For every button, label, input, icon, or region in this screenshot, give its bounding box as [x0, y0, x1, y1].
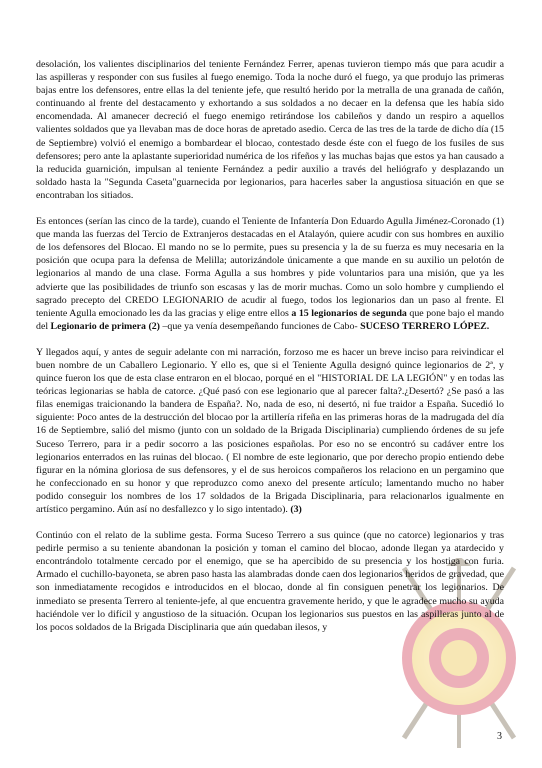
text-run: Continúo con el relato de la sublime gesta. Forma Suceso Terrero a sus quince (que no catorce) legionarios y tras pedirle permiso a su teniente abandonan la posición y toman el camino del blocao, adonde llegan ya atardecido y encontrándolo totalmente cercado por el enemigo, que se ha apercibido de su presencia y los hostiga con furia. Armado el cuchillo-bayoneta, se abren paso hasta las alambradas donde caen dos legionarios heridos de gravedad, que son inmediatamente recogidos e introducidos en el blocao, donde al fin consiguen penetrar los legionarios. De inmediato se presenta Terrero al teniente-jefe, al que encuentra gravemente herido, y que le agradece mucho su ayuda haciéndole ver lo difícil y angustioso de la situación. Ocupan los legionarios sus puestos en las aspilleras junto al de los pocos soldados de la Brigada Disciplinaria que aún quedaban ilesos, y — [36, 530, 504, 633]
bold-text: a 15 legionarios de segunda — [291, 307, 407, 319]
page-number: 3 — [497, 731, 502, 742]
document-body — [36, 58, 504, 647]
paragraph — [36, 215, 504, 333]
paragraph — [36, 346, 504, 516]
text-run: que pone bajo el mando del — [36, 307, 504, 332]
text-run: desolación, los valientes disciplinarios del teniente Fernández Ferrer, apenas tuvieron tiempo más que para acudir a las aspilleras y responder con sus fusiles al fuego enemigo. Toda la noche duró el fuego, ya que produjo las primeras bajas entre los defensores, entre ellas la del teniente jefe, que resultó herido por la metralla de una granada de cañón, continuando al frente del destacamento y exhortando a sus soldados a no decaer en la defensa que les había sido encomendada. Al amanecer decreció el fuego enemigo retirándose los cabileños y dando un respiro a aquellos valientes soldados que ya llevaban mas de doce horas de apretado asedio. Cerca de las tres de la tarde de dicho día (15 de Septiembre) volvió el enemigo a bombardear el blocao, contestado desde éste con el fuego de los fusiles de sus defensores; pero ante la aplastante superioridad numérica de los rifeños y las muchas bajas que estos ya han causado a la reducida guarnición, impulsan al teniente Fernández a pedir auxilio a través del heliógrafo y desplazando un soldado hasta la "Segunda Caseta"guarnecida por legionarios, para hacerles saber la angustiosa situación en que se encontraban los sitiados. — [36, 59, 504, 201]
bold-text: (3) — [290, 504, 302, 515]
paragraph — [36, 58, 504, 202]
bold-text: SUCESO TERRERO LÓPEZ. — [360, 320, 490, 332]
text-run: Es entonces (serían las cinco de la tarde), cuando el Teniente de Infantería Don Eduardo Agulla Jiménez-Coronado (1) que manda las fuerzas del Tercio de Extranjeros destacadas en el Atalayón, quiere acudir con sus hombres en auxilio de los defensores del Blocao. El mando no se lo permite, pues su presencia y la de su fuerza es muy necesaria en la posición que ocupa para la defensa de Melilla; autorizándole únicamente a que mande en su auxilio un pelotón de legionarios al mando de una clase. Forma Agulla a sus hombres y pide voluntarios para una misión, que ya les advierte que las posibilidades de triunfo son escasas y las de morir muchas. Como un solo hombre y cumpliendo el sagrado precepto del CREDO LEGIONARIO de acudir al fuego, todos los legionarios dan un paso al frente. El teniente Agulla emocionado les da las gracias y elige entre ellos — [36, 216, 504, 319]
text-run: Y llegados aquí, y antes de seguir adelante con mi narración, forzoso me es hacer un breve inciso para reivindicar el buen nombre de un Caballero Legionario. Y ello es, que si el Teniente Agulla designó quince legionarios de 2ª, y quince fueron los que de esta clase entraron en el blocao, porqué en el "HISTORIAL DE LA LEGIÓN" y en todas las teóricas legionarias se habla de catorce. ¿Qué pasó con ese legionario que al parecer falta?.¿Desertó? ¿Se pasó a las filas enemigas traicionando la bandera de España?. No, nada de eso, ni desertó, ni fue traidor a España. Sucedió lo siguiente: Poco antes de la destrucción del blocao por la artillería rifeña en las primeras horas de la madrugada del día 16 de Septiembre, salió del mismo (junto con un soldado de la Brigada Disciplinaria) cumpliendo órdenes de su jefe Suceso Terrero, para ir a pedir socorro a las posiciones españolas. Por eso no se encontró su cadáver entre los legionarios enterrados en las ruinas del blocao. ( El nombre de este legionario, que por derecho propio entiendo debe figurar en la nómina gloriosa de sus defensores, y el de sus heroicos compañeros los relaciono en un pergamino que he confeccionado en su honor y que reproduzco como anexo del presente artículo; lamentando mucho no haber podido conseguir los nombres de los 17 soldados de la Brigada Disciplinaria, para relacionarlos igualmente en artístico pergamino. Aún así no desfallezco y lo sigo intentado). — [36, 346, 504, 515]
bold-text: Legionario de primera (2) — [50, 320, 160, 332]
paragraph — [36, 529, 504, 634]
text-run: –que ya venía desempeñando funciones de Cabo- — [159, 320, 361, 332]
